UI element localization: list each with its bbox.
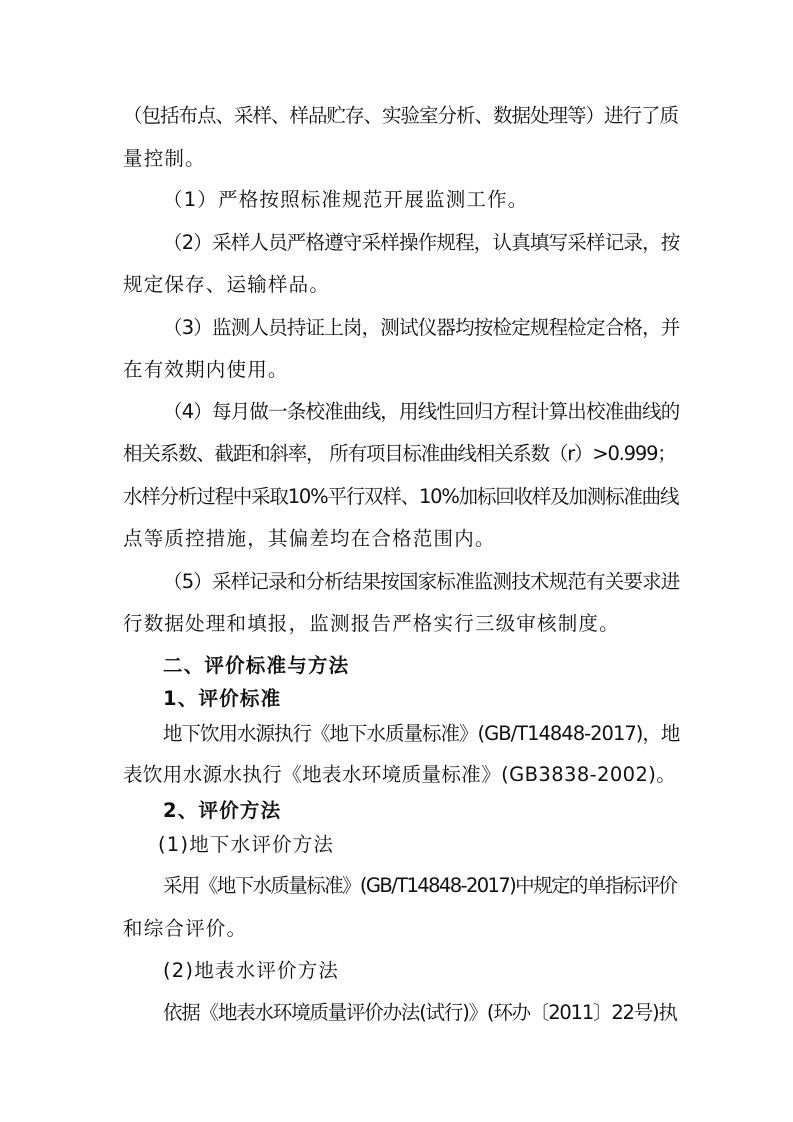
subsection-title: (1)地下水评价方法 <box>158 833 335 856</box>
list-item-line: （3）监测人员持证上岗，测试仪器均按检定规程检定合格，并 <box>163 316 680 339</box>
subsection-heading: 1、评价标准 <box>163 687 282 710</box>
subsection-heading: 2、评价方法 <box>163 799 282 822</box>
list-item-line: （2）采样人员严格遵守采样操作规程，认真填写采样记录，按 <box>163 231 680 254</box>
list-item-line: 水样分析过程中采取10%平行双样、10%加标回收样及加测标准曲线 <box>123 485 679 508</box>
paragraph-line: 表饮用水源水执行《地表水环境质量标准》(GB3838-2002)。 <box>123 763 677 786</box>
paragraph-line: 依据《地表水环境质量评价办法(试行)》(环办〔2011〕22号)执 <box>163 1001 677 1024</box>
subsection-title: (2)地表水评价方法 <box>163 959 340 982</box>
list-item-line: 在有效期内使用。 <box>123 358 289 381</box>
list-item-line: （5）采样记录和分析结果按国家标准监测技术规范有关要求进 <box>163 570 680 593</box>
paragraph-line: 采用《地下水质量标准》(GB/T14848-2017)中规定的单指标评价 <box>163 874 677 897</box>
paragraph-line: 量控制。 <box>123 147 206 170</box>
paragraph-line: 地下饮用水源执行《地下水质量标准》(GB/T14848-2017)，地 <box>163 722 680 745</box>
list-item-line: 行数据处理和填报，监测报告严格实行三级审核制度。 <box>123 612 620 635</box>
paragraph-line: （包括布点、采样、样品贮存、实验室分析、数据处理等）进行了质 <box>123 104 679 127</box>
paragraph-line: 和综合评价。 <box>123 917 248 940</box>
list-item-line: （4）每月做一条校准曲线，用线性回归方程计算出校准曲线的 <box>163 400 680 423</box>
list-item-line: 相关系数、截距和斜率， 所有项目标准曲线相关系数（r）>0.999； <box>123 442 676 465</box>
list-item-line: 规定保存、运输样品。 <box>123 273 331 296</box>
list-item-line: 点等质控措施，其偏差均在合格范围内。 <box>123 527 496 550</box>
list-item-line: （1）严格按照标准规范开展监测工作。 <box>163 188 529 211</box>
section-heading: 二、评价标准与方法 <box>163 654 350 677</box>
